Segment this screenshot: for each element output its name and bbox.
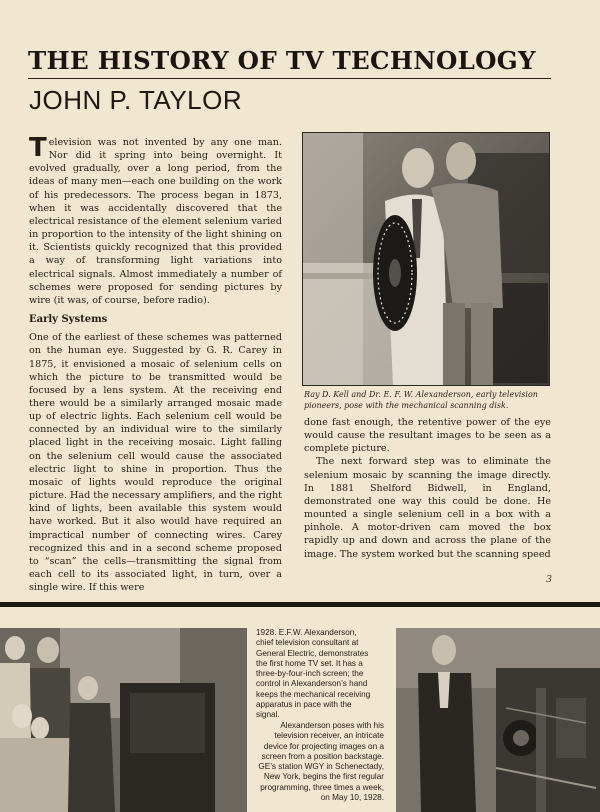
home-tv-demo-photo [0, 628, 247, 812]
title-rule [28, 78, 551, 79]
alexanderson-receiver-illustration [396, 628, 600, 812]
section-heading: Early Systems [29, 314, 108, 326]
photo-caption: Ray D. Kell and Dr. E. F. W. Alexanderson, early television pioneers, pose with the mechanical scanning disk. [304, 390, 538, 410]
pioneers-photo-illustration [303, 133, 550, 386]
page-number: 3 [546, 574, 553, 585]
alexanderson-receiver-photo [396, 628, 600, 812]
right-paragraph-2: The next forward step was to eliminate the selenium mosaic by scanning the image directly. In 1881 Shelford Bidwell, in England, demonstrated one way this could be done. He mounted a single selenium cell in a box with a pinhole. A motor-driven cam moved the box rapidly up and down and across the plane of the image. The system worked but the scanning speed [304, 456, 551, 560]
left-column [29, 133, 283, 594]
right-paragraph-1: done fast enough, the retentive power of the eye would cause the resultant images to be seen as a complete picture. [304, 417, 551, 455]
bottom-divider [0, 602, 600, 607]
early-systems-paragraph: One of the earliest of these schemes was patterned on the human eye. Suggested by G. R. Carey in 1875, it envisioned a mosaic of selenium cells on which the picture to be transmitted would be focused by a lens system. At the receiving end there would be a similarly arranged mosaic made up of electric lights. Each selenium cell would be connected by an individual wire to the similarly placed light in the receiving mosaic. Light falling on the selenium cell would cause the associated electric light to shine in proportion. Thus the mosaic of lights would reproduce the original picture. Had the necessary amplifiers, and the right kind of lights, been available this system would have worked. But it also would have required an impractical number of connecting wires. Carey recognized this and in a second scheme proposed to “scan” the cells—transmitting the signal from each cell to its associated light, in turn, over a single wire. If this were [29, 332, 283, 594]
pioneers-photo [302, 132, 550, 386]
bottom-caption-2: Alexanderson poses with his television receiver, an intricate device for projecting images on a screen from a position backstage. GE’s station WGY in Schenectady, New York, begins the first regular programming, three times a week, on May 10, 1928. [258, 721, 384, 803]
intro-paragraph [29, 133, 282, 307]
home-tv-demo-illustration [0, 628, 247, 812]
article-author: JOHN P. TAYLOR [29, 85, 243, 115]
drop-cap: T [29, 133, 47, 163]
intro-text: elevision was not invented by any one man. Nor did it spring into being overnight. It evolved gradually, over a long period, from the ideas of many men—each one building on the work of his predecessors. The process began in 1873, when it was accidentally discovered that the electrical resistance of the element selenium varied in proportion to the intensity of the light shining on it. Scientists quickly recognized that this provided a way of transforming light variations into electrical signals. Almost immediately a number of schemes were proposed for sending pictures by wire (it was, of course, before radio). [29, 137, 282, 306]
right-column [304, 416, 551, 561]
article-title: THE HISTORY OF TV TECHNOLOGY [28, 46, 536, 75]
bottom-caption-1: 1928. E.F.W. Alexanderson, chief television consultant at General Electric, demonstrates the first home TV set. It has a three-by-four-inch screen; the control in Alexanderson’s hand keeps the mechanical receiving apparatus in pace with the signal. [256, 628, 371, 720]
